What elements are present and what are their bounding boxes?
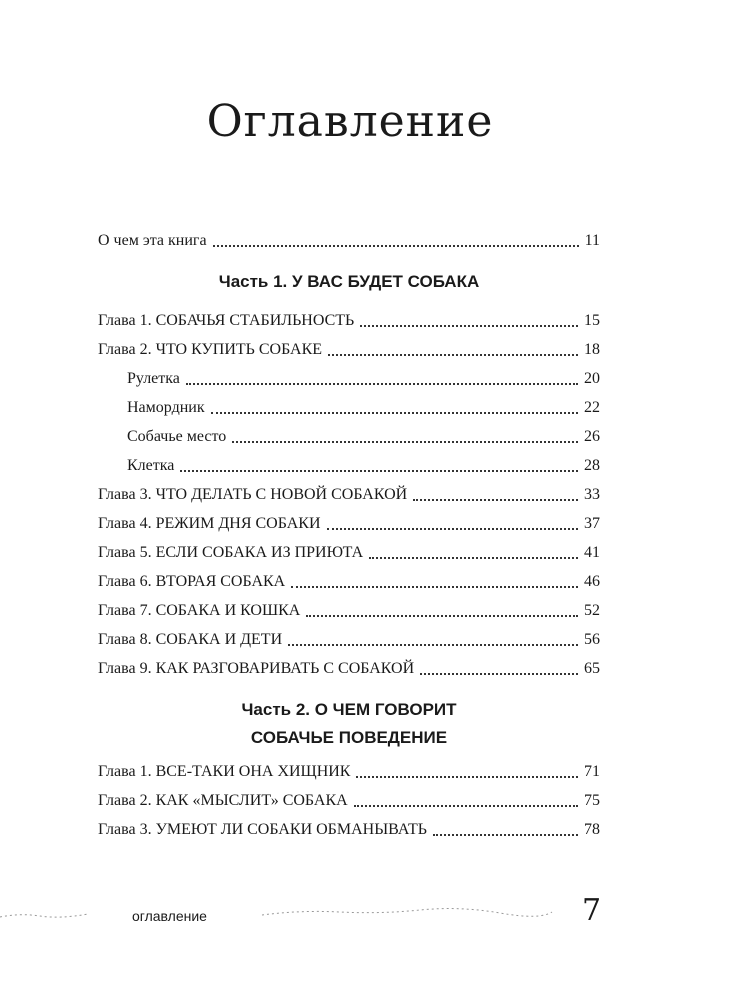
toc-entry-label: Глава 1. СОБАЧЬЯ СТАБИЛЬНОСТЬ	[98, 312, 355, 329]
toc-subentry[interactable]	[98, 364, 600, 393]
toc-entry-label: Глава 3. ЧТО ДЕЛАТЬ С НОВОЙ СОБАКОЙ	[98, 486, 408, 503]
dot-leader	[354, 804, 578, 807]
toc-entry[interactable]	[98, 538, 600, 567]
toc-entry-label: Глава 9. КАК РАЗГОВАРИВАТЬ С СОБАКОЙ	[98, 660, 415, 677]
running-footer: оглавление	[132, 908, 207, 924]
part-2-heading-line-2: СОБАЧЬЕ ПОВЕДЕНИЕ	[250, 728, 448, 747]
dot-leader	[327, 527, 579, 530]
dot-leader	[420, 672, 578, 675]
dot-leader	[328, 353, 578, 356]
toc-entry[interactable]	[98, 815, 600, 844]
toc-entry-page: 52	[584, 602, 600, 619]
toc-subentry[interactable]	[98, 451, 600, 480]
toc-entry-label: Глава 7. СОБАКА И КОШКА	[98, 602, 301, 619]
part-2-heading-line-1: Часть 2. О ЧЕМ ГОВОРИТ	[241, 700, 457, 719]
footer-wave-left	[0, 914, 88, 917]
part-1-heading: Часть 1. У ВАС БУДЕТ СОБАКА	[218, 272, 480, 291]
toc-entry-page: 11	[584, 232, 600, 249]
toc-entry[interactable]	[98, 306, 600, 335]
toc-entry-page: 15	[584, 312, 600, 329]
toc-entry[interactable]	[98, 335, 600, 364]
toc-entry-page: 20	[584, 370, 600, 387]
page-title: Оглавление	[206, 96, 494, 147]
toc-entry[interactable]	[98, 757, 600, 786]
toc-entry-page: 41	[584, 544, 600, 561]
dot-leader	[291, 585, 578, 588]
dot-leader	[306, 614, 578, 617]
toc-entry[interactable]	[98, 786, 600, 815]
dot-leader	[288, 643, 578, 646]
toc-entry-label: Рулетка	[127, 370, 180, 387]
toc-entry-label: Глава 3. УМЕЮТ ЛИ СОБАКИ ОБМАНЫВАТЬ	[98, 821, 427, 838]
part-2-heading	[98, 696, 600, 752]
dot-leader	[211, 411, 578, 414]
toc-entry[interactable]	[98, 480, 600, 509]
dot-leader	[369, 556, 578, 559]
footer-decoration	[0, 895, 732, 935]
toc-entry[interactable]	[98, 567, 600, 596]
toc-entry-page: 65	[584, 660, 600, 677]
dot-leader	[360, 324, 578, 327]
dot-leader	[413, 498, 578, 501]
toc-entry-label: Глава 4. РЕЖИМ ДНЯ СОБАКИ	[98, 515, 321, 532]
toc-entry-page: 33	[584, 486, 600, 503]
toc-entry-page: 22	[584, 399, 600, 416]
toc-entry-label: Глава 6. ВТОРАЯ СОБАКА	[98, 573, 286, 590]
toc-entry-page: 71	[584, 763, 600, 780]
toc-entry-page: 18	[584, 341, 600, 358]
toc-entry-page: 75	[584, 792, 600, 809]
table-of-contents	[98, 226, 600, 844]
toc-entry-intro[interactable]	[98, 226, 600, 255]
toc-entry[interactable]	[98, 509, 600, 538]
dot-leader	[433, 833, 578, 836]
toc-entry-label: О чем эта книга	[98, 232, 207, 249]
dot-leader	[186, 382, 578, 385]
toc-entry-label: Глава 1. ВСЕ-ТАКИ ОНА ХИЩНИК	[98, 763, 351, 780]
toc-entry-page: 26	[584, 428, 600, 445]
dot-leader	[180, 469, 578, 472]
toc-entry-page: 78	[584, 821, 600, 838]
toc-entry-label: Клетка	[127, 457, 175, 474]
toc-subentry[interactable]	[98, 422, 600, 451]
toc-entry-page: 56	[584, 631, 600, 648]
toc-entry-label: Собачье место	[127, 428, 227, 445]
toc-entry[interactable]	[98, 596, 600, 625]
toc-entry[interactable]	[98, 654, 600, 683]
footer-wave-right	[262, 909, 552, 917]
toc-entry-page: 28	[584, 457, 600, 474]
page-number: 7	[582, 893, 602, 928]
toc-entry-label: Глава 2. ЧТО КУПИТЬ СОБАКЕ	[98, 341, 323, 358]
dot-leader	[213, 244, 579, 247]
toc-entry-page: 46	[584, 573, 600, 590]
dot-leader	[356, 775, 578, 778]
toc-subentry[interactable]	[98, 393, 600, 422]
toc-entry-label: Глава 5. ЕСЛИ СОБАКА ИЗ ПРИЮТА	[98, 544, 364, 561]
dot-leader	[232, 440, 578, 443]
toc-entry-page: 37	[584, 515, 600, 532]
toc-entry-label: Глава 8. СОБАКА И ДЕТИ	[98, 631, 283, 648]
toc-entry[interactable]	[98, 625, 600, 654]
toc-entry-label: Намордник	[127, 399, 205, 416]
toc-entry-label: Глава 2. КАК «МЫСЛИТ» СОБАКА	[98, 792, 348, 809]
